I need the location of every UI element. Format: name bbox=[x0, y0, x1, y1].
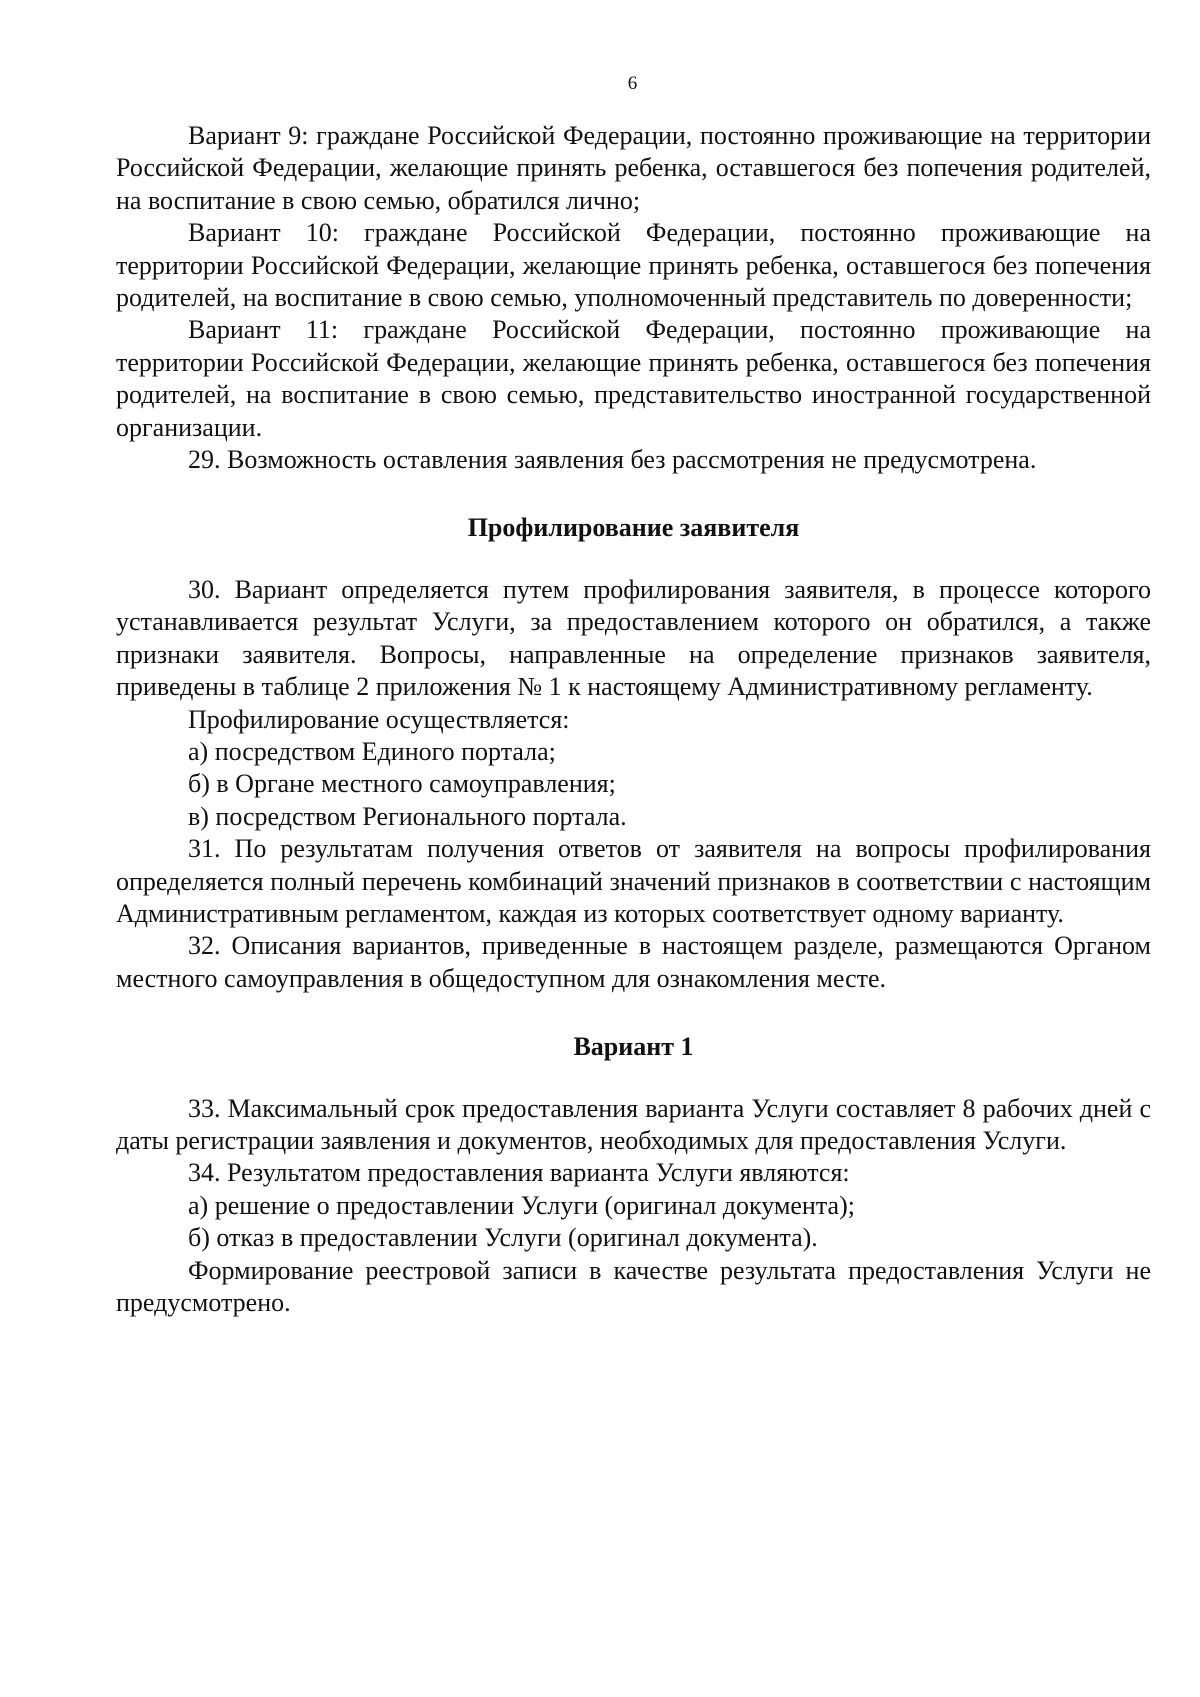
result-item-b: б) отказ в предоставлении Услуги (оригинал документа). bbox=[188, 1223, 818, 1253]
paragraph-30: 30. Вариант определяется путем профилирования заявителя, в процессе которого устанавливается результат Услуги, за предоставлением которого он обратился, а также признаки заявителя. Вопросы, направленные на определение признаков заявителя, приведены в таблице 2 приложения № 1 к настоящему Административному регламенту. bbox=[116, 574, 1151, 702]
result-item-a: а) решение о предоставлении Услуги (оригинал документа); bbox=[188, 1190, 855, 1220]
page-number: 6 bbox=[627, 73, 638, 94]
paragraph-32: 32. Описания вариантов, приведенные в настоящем разделе, размещаются Органом местного самоуправления в общедоступном для ознакомления месте. bbox=[116, 931, 1151, 993]
paragraph-variant-10: Вариант 10: граждане Российской Федерации, постоянно проживающие на территории Российской Федерации, желающие принять ребенка, оставшегося без попечения родителей, на воспитание в свою семью, уполномоченный представитель по доверенности; bbox=[116, 218, 1151, 313]
heading-variant-1: Вариант 1 bbox=[573, 1032, 694, 1062]
paragraph-31: 31. По результатам получения ответов от заявителя на вопросы профилирования определяется полный перечень комбинаций значений признаков в соответствии с настоящим Административным регламентом, каждая из которых соответствует одному варианту. bbox=[116, 834, 1151, 928]
paragraph-variant-11: Вариант 11: граждане Российской Федерации, постоянно проживающие на территории Российской Федерации, желающие принять ребенка, оставшегося без попечения родителей, на воспитание в свою семью, представительство иностранной государственной организации. bbox=[116, 315, 1151, 442]
paragraph-33: 33. Максимальный срок предоставления варианта Услуги составляет 8 рабочих дней с даты регистрации заявления и документов, необходимых для предоставления Услуги. bbox=[116, 1093, 1151, 1155]
paragraph-registry-record: Формирование реестровой записи в качестве результата предоставления Услуги не предусмотрено. bbox=[116, 1255, 1151, 1317]
list-item-b: б) в Органе местного самоуправления; bbox=[188, 769, 616, 799]
paragraph-29: 29. Возможность оставления заявления без рассмотрения не предусмотрена. bbox=[188, 445, 1037, 475]
list-item-a: а) посредством Единого портала; bbox=[188, 736, 556, 766]
list-item-v: в) посредством Регионального портала. bbox=[188, 801, 627, 831]
paragraph-profiling-intro: Профилирование осуществляется: bbox=[188, 704, 570, 734]
heading-profiling: Профилирование заявителя bbox=[467, 513, 800, 543]
paragraph-34: 34. Результатом предоставления варианта Услуги являются: bbox=[188, 1158, 850, 1188]
document-body bbox=[116, 120, 1151, 1319]
paragraph-variant-9: Вариант 9: граждане Российской Федерации, постоянно проживающие на территории Российской Федерации, желающие принять ребенка, оставшегося без попечения родителей, на воспитание в свою семью, обратился лично; bbox=[116, 121, 1151, 215]
